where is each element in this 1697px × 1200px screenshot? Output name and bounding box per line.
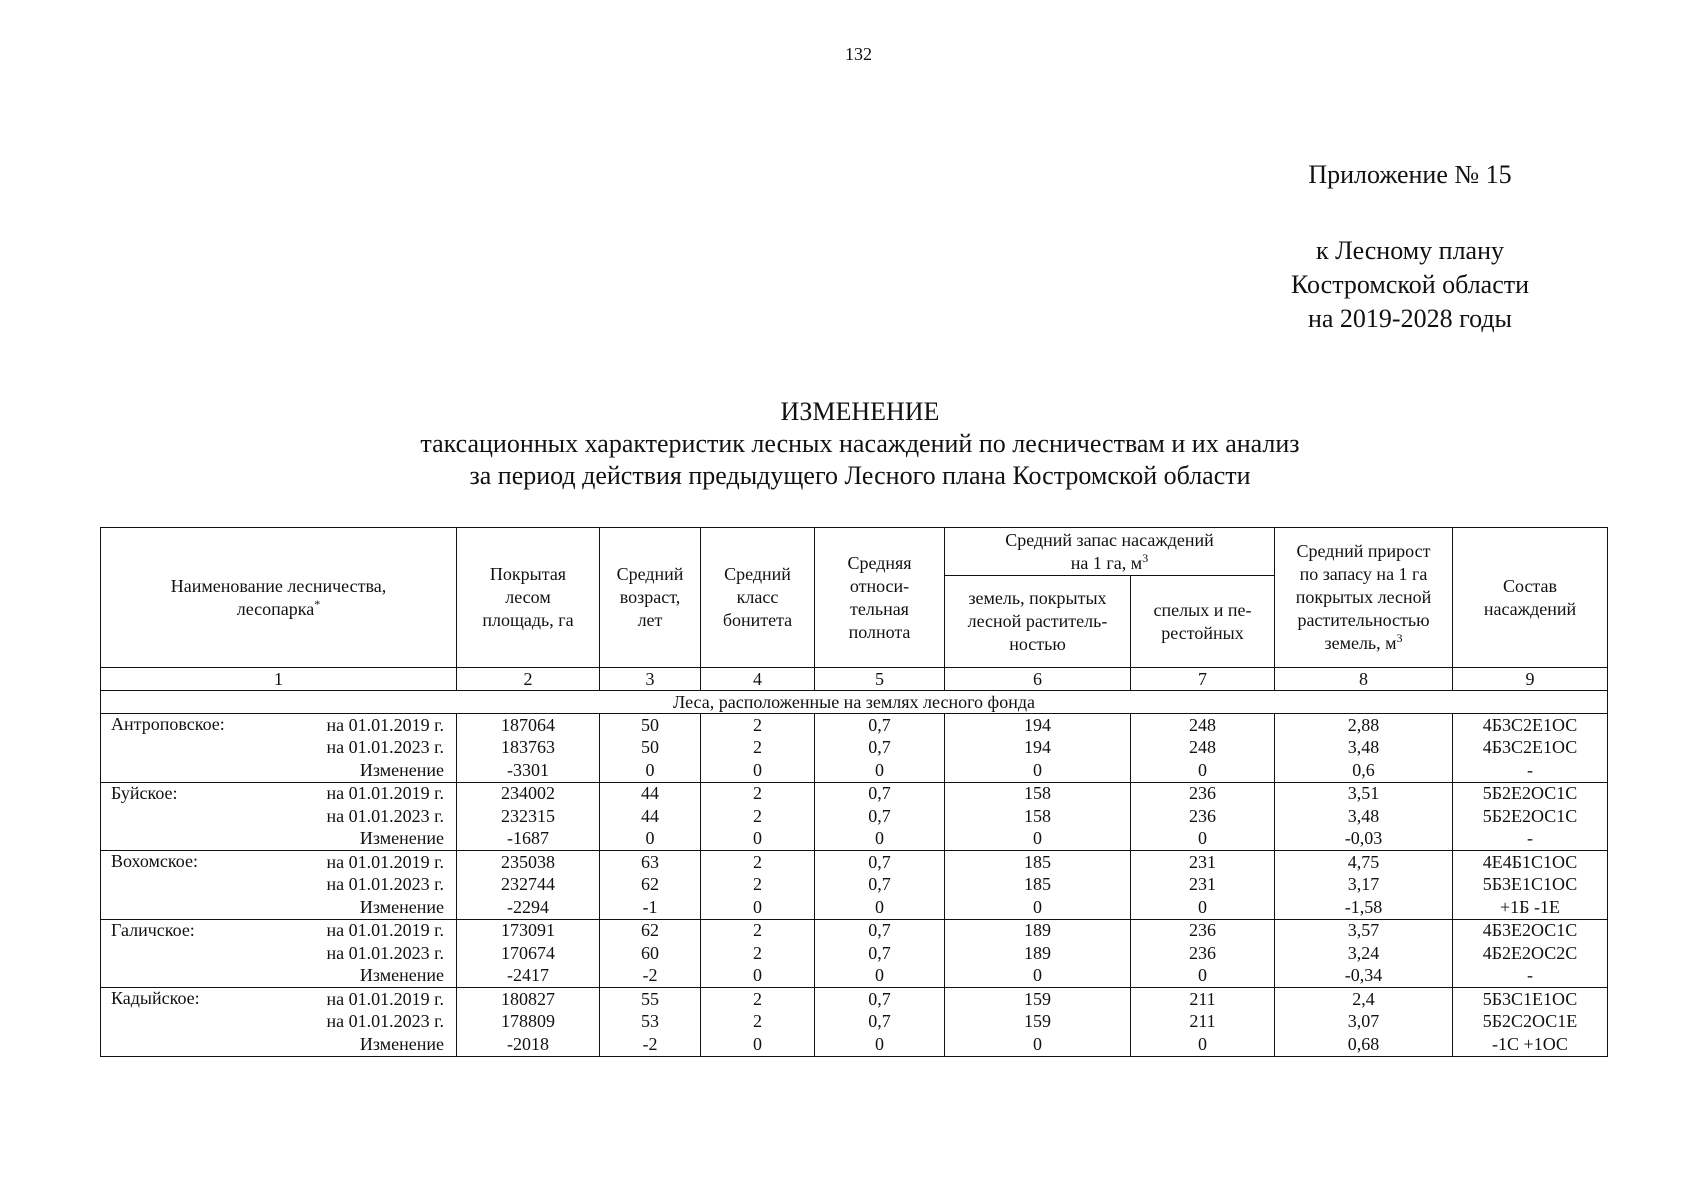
table-cell: 50 bbox=[600, 737, 701, 760]
table-cell: -0,34 bbox=[1275, 965, 1453, 988]
table-cell: 211 bbox=[1131, 1011, 1275, 1034]
table-cell: 0 bbox=[701, 896, 815, 919]
table-cell: 2 bbox=[701, 1011, 815, 1034]
forestry-name: Кадыйское: bbox=[111, 988, 200, 1008]
table-cell: 0 bbox=[701, 1033, 815, 1056]
forestry-name: Вохомское: bbox=[111, 851, 198, 871]
table-cell: 0,7 bbox=[815, 919, 945, 942]
header-relative-density bbox=[815, 528, 945, 668]
table-cell: 2 bbox=[701, 782, 815, 805]
forestry-name-cell bbox=[101, 896, 457, 919]
table-cell: -1 bbox=[600, 896, 701, 919]
forestry-group bbox=[101, 988, 1608, 1057]
table-cell: -3301 bbox=[457, 759, 600, 782]
column-number: 4 bbox=[701, 668, 815, 691]
table-cell: 50 bbox=[600, 714, 701, 737]
table-row bbox=[101, 805, 1608, 828]
header-text: растительностью bbox=[1297, 610, 1430, 630]
table-cell: 0 bbox=[945, 828, 1131, 851]
forestry-name-cell bbox=[101, 1033, 457, 1056]
table-cell: 62 bbox=[600, 919, 701, 942]
table-row bbox=[101, 988, 1608, 1011]
forestry-name-cell bbox=[101, 919, 457, 942]
section-row bbox=[101, 691, 1608, 714]
forestry-name-cell bbox=[101, 737, 457, 760]
table-cell: 0 bbox=[1131, 759, 1275, 782]
forestry-name-cell bbox=[101, 1011, 457, 1034]
table-cell: 55 bbox=[600, 988, 701, 1011]
column-number: 8 bbox=[1275, 668, 1453, 691]
forestry-name-cell bbox=[101, 759, 457, 782]
table-row bbox=[101, 942, 1608, 965]
table-cell: 158 bbox=[945, 782, 1131, 805]
table-cell: - bbox=[1453, 759, 1608, 782]
header-text: Средняя bbox=[847, 552, 912, 573]
table-cell: 2 bbox=[701, 714, 815, 737]
table-cell: -1,58 bbox=[1275, 896, 1453, 919]
table-cell: 3,07 bbox=[1275, 1011, 1453, 1034]
table-cell: -2 bbox=[600, 965, 701, 988]
table-row bbox=[101, 896, 1608, 919]
table-cell: 236 bbox=[1131, 782, 1275, 805]
table-cell: 0 bbox=[815, 828, 945, 851]
table-cell: 0 bbox=[815, 965, 945, 988]
header-text: возраст, bbox=[619, 587, 681, 607]
table-cell: 236 bbox=[1131, 942, 1275, 965]
table-cell: 3,48 bbox=[1275, 805, 1453, 828]
header-text: Состав bbox=[1502, 575, 1558, 596]
table-cell: 0 bbox=[600, 828, 701, 851]
table-row bbox=[101, 782, 1608, 805]
table-row bbox=[101, 965, 1608, 988]
table-cell: 0,7 bbox=[815, 851, 945, 874]
row-label: на 01.01.2019 г. bbox=[326, 920, 444, 941]
table-cell: 0 bbox=[815, 759, 945, 782]
table-cell: 187064 bbox=[457, 714, 600, 737]
column-number: 6 bbox=[945, 668, 1131, 691]
column-number: 1 bbox=[101, 668, 457, 691]
table-cell: 0,7 bbox=[815, 1011, 945, 1034]
table-cell: 4Б3Е2ОС1С bbox=[1453, 919, 1608, 942]
page-number: 132 bbox=[845, 44, 872, 64]
header-text: рестойных bbox=[1161, 622, 1244, 643]
table-cell: +1Б -1Е bbox=[1453, 896, 1608, 919]
row-label: на 01.01.2023 г. bbox=[326, 805, 444, 826]
header-text: Средний прирост bbox=[1296, 541, 1431, 561]
table-cell: 234002 bbox=[457, 782, 600, 805]
table-cell: 159 bbox=[945, 988, 1131, 1011]
table-cell: - bbox=[1453, 965, 1608, 988]
table-cell: 3,48 bbox=[1275, 737, 1453, 760]
header-text: класс bbox=[736, 587, 779, 607]
forestry-name-cell bbox=[101, 988, 457, 1011]
table-row bbox=[101, 759, 1608, 782]
table-cell: 0 bbox=[815, 896, 945, 919]
table-cell: 0 bbox=[945, 1033, 1131, 1056]
table-cell: 0 bbox=[945, 759, 1131, 782]
table-cell: 173091 bbox=[457, 919, 600, 942]
table-cell: 3,51 bbox=[1275, 782, 1453, 805]
column-number: 3 bbox=[600, 668, 701, 691]
forestry-name-cell bbox=[101, 828, 457, 851]
table-cell: 0 bbox=[701, 828, 815, 851]
table-cell: 0 bbox=[1131, 828, 1275, 851]
table-cell: 4Б2Е2ОС2С bbox=[1453, 942, 1608, 965]
header-text: насаждений bbox=[1483, 598, 1577, 619]
column-number: 5 bbox=[815, 668, 945, 691]
header-text: по запасу на 1 га bbox=[1299, 564, 1428, 584]
header-text: Средний bbox=[724, 564, 791, 584]
footnote-mark: * bbox=[314, 596, 321, 611]
table-cell: 60 bbox=[600, 942, 701, 965]
table-cell: -0,03 bbox=[1275, 828, 1453, 851]
header-text: лет bbox=[637, 610, 663, 630]
title-line: за период действия предыдущего Лесного плана Костромской области bbox=[469, 461, 1251, 490]
table-cell: 178809 bbox=[457, 1011, 600, 1034]
table-cell: 0,7 bbox=[815, 988, 945, 1011]
row-label: на 01.01.2023 г. bbox=[326, 942, 444, 963]
row-label: на 01.01.2023 г. bbox=[326, 1011, 444, 1032]
appendix-line: к Лесному плану bbox=[1315, 236, 1505, 265]
appendix-reference bbox=[1290, 234, 1530, 336]
table-cell: 158 bbox=[945, 805, 1131, 828]
table-cell: 185 bbox=[945, 851, 1131, 874]
table-cell: 2 bbox=[701, 988, 815, 1011]
row-label: Изменение bbox=[359, 896, 444, 917]
title-line: таксационных характеристик лесных насаждений по лесничествам и их анализ bbox=[420, 429, 1300, 458]
table-cell: 236 bbox=[1131, 919, 1275, 942]
table-cell: 0,7 bbox=[815, 874, 945, 897]
row-label: Изменение bbox=[359, 759, 444, 780]
table-cell: - bbox=[1453, 828, 1608, 851]
header-stock-group bbox=[945, 528, 1275, 576]
table-cell: 5Б2Е2ОС1С bbox=[1453, 805, 1608, 828]
table-cell: 0 bbox=[1131, 965, 1275, 988]
table-cell: 180827 bbox=[457, 988, 600, 1011]
header-composition bbox=[1453, 528, 1608, 668]
forestry-group bbox=[101, 919, 1608, 988]
table-cell: 159 bbox=[945, 1011, 1131, 1034]
header-average-age bbox=[600, 528, 701, 668]
header-text: лесной раститель- bbox=[967, 611, 1108, 631]
header-text: Средний запас насаждений bbox=[1005, 529, 1214, 550]
forestry-group bbox=[101, 714, 1608, 783]
table-row bbox=[101, 1033, 1608, 1056]
table-cell: 0 bbox=[815, 1033, 945, 1056]
table-cell: 0 bbox=[701, 759, 815, 782]
table-cell: 2 bbox=[701, 874, 815, 897]
header-text: бонитета bbox=[722, 610, 793, 630]
forestry-name-cell bbox=[101, 874, 457, 897]
header-text: тельная bbox=[850, 598, 909, 619]
table-cell: 5Б2С2ОС1Е bbox=[1453, 1011, 1608, 1034]
row-label: на 01.01.2019 г. bbox=[326, 783, 444, 804]
row-label: на 01.01.2023 г. bbox=[326, 874, 444, 895]
table-cell: 4Б3С2Е1ОС bbox=[1453, 737, 1608, 760]
table-cell: 0,7 bbox=[815, 942, 945, 965]
table-cell: 0,6 bbox=[1275, 759, 1453, 782]
header-text: лесом bbox=[505, 587, 551, 607]
header-text: на 1 га, м bbox=[1070, 552, 1143, 573]
table-cell: 2 bbox=[701, 737, 815, 760]
unit-superscript: 3 bbox=[1396, 631, 1403, 645]
forestry-name-cell bbox=[101, 942, 457, 965]
row-label: Изменение bbox=[359, 828, 444, 849]
row-label: на 01.01.2019 г. bbox=[326, 851, 444, 872]
table-cell: 0 bbox=[600, 759, 701, 782]
forestry-name: Галичское: bbox=[111, 919, 195, 940]
table-cell: 44 bbox=[600, 805, 701, 828]
table-cell: 0 bbox=[945, 896, 1131, 919]
table-cell: 5Б3Е1С1ОС bbox=[1453, 874, 1608, 897]
table-cell: 0,7 bbox=[815, 782, 945, 805]
table-row bbox=[101, 919, 1608, 942]
table-cell: -2417 bbox=[457, 965, 600, 988]
column-number: 7 bbox=[1131, 668, 1275, 691]
table-row bbox=[101, 874, 1608, 897]
table-cell: 2 bbox=[701, 851, 815, 874]
table-cell: 189 bbox=[945, 942, 1131, 965]
table-cell: 0 bbox=[1131, 1033, 1275, 1056]
table-cell: 170674 bbox=[457, 942, 600, 965]
table-cell: 2,4 bbox=[1275, 988, 1453, 1011]
table-cell: 4,75 bbox=[1275, 851, 1453, 874]
table-cell: -1687 bbox=[457, 828, 600, 851]
unit-superscript: 3 bbox=[1142, 550, 1149, 565]
header-text: Средний bbox=[616, 564, 684, 584]
forestry-changes-table bbox=[100, 527, 1608, 1057]
table-cell: 231 bbox=[1131, 874, 1275, 897]
table-cell: 4Б3С2Е1ОС bbox=[1453, 714, 1608, 737]
forestry-name: Буйское: bbox=[111, 782, 178, 803]
column-number-row bbox=[101, 668, 1608, 691]
section-title: Леса, расположенные на землях лесного фонда bbox=[101, 691, 1608, 714]
table-cell: 0,68 bbox=[1275, 1033, 1453, 1056]
header-text: площадь, га bbox=[482, 610, 574, 630]
title-main: ИЗМЕНЕНИЕ bbox=[780, 397, 940, 426]
forestry-name-cell bbox=[101, 851, 457, 874]
table-cell: 5Б2Е2ОС1С bbox=[1453, 782, 1608, 805]
table-cell: 5Б3С1Е1ОС bbox=[1453, 988, 1608, 1011]
table-cell: 2 bbox=[701, 805, 815, 828]
table-row bbox=[101, 828, 1608, 851]
appendix-line: Костромской области bbox=[1290, 270, 1530, 299]
forestry-name-cell bbox=[101, 805, 457, 828]
table-cell: -2 bbox=[600, 1033, 701, 1056]
header-text: спелых и пе- bbox=[1153, 599, 1252, 620]
table-cell: 194 bbox=[945, 737, 1131, 760]
table-cell: 0 bbox=[1131, 896, 1275, 919]
header-text: относи- bbox=[849, 575, 910, 596]
header-text: ностью bbox=[1009, 634, 1066, 654]
header-covered-area bbox=[457, 528, 600, 668]
forestry-name-cell bbox=[101, 782, 457, 805]
appendix-line: на 2019-2028 годы bbox=[1307, 304, 1513, 333]
table-cell: 4Е4Б1С1ОС bbox=[1453, 851, 1608, 874]
row-label: Изменение bbox=[359, 965, 444, 986]
table-cell: 235038 bbox=[457, 851, 600, 874]
table-cell: 231 bbox=[1131, 851, 1275, 874]
forestry-group bbox=[101, 851, 1608, 920]
table-cell: 248 bbox=[1131, 714, 1275, 737]
table-cell: 0,7 bbox=[815, 805, 945, 828]
table-cell: 2 bbox=[701, 919, 815, 942]
column-number: 2 bbox=[457, 668, 600, 691]
header-text: земель, покрытых bbox=[968, 588, 1107, 608]
header-stock-mature bbox=[1131, 576, 1275, 668]
table-cell: -2294 bbox=[457, 896, 600, 919]
appendix-number: Приложение № 15 bbox=[1308, 160, 1512, 189]
forestry-name-cell bbox=[101, 965, 457, 988]
table-row bbox=[101, 737, 1608, 760]
table-cell: 189 bbox=[945, 919, 1131, 942]
row-label: на 01.01.2019 г. bbox=[326, 714, 444, 735]
document-title bbox=[300, 396, 1420, 492]
table-cell: 0 bbox=[945, 965, 1131, 988]
forestry-name-cell bbox=[101, 714, 457, 737]
header-text: полнота bbox=[848, 621, 911, 642]
table-row bbox=[101, 714, 1608, 737]
row-label: Изменение bbox=[359, 1033, 444, 1054]
header-text: Наименование лесничества, bbox=[170, 575, 387, 596]
table-cell: 232315 bbox=[457, 805, 600, 828]
table-cell: 3,57 bbox=[1275, 919, 1453, 942]
table-cell: 211 bbox=[1131, 988, 1275, 1011]
table-cell: 0 bbox=[701, 965, 815, 988]
table-cell: 44 bbox=[600, 782, 701, 805]
header-text: Покрытая bbox=[489, 564, 567, 584]
header-stock-covered bbox=[945, 576, 1131, 668]
row-label: на 01.01.2023 г. bbox=[326, 737, 444, 758]
table-cell: 232744 bbox=[457, 874, 600, 897]
table-cell: 248 bbox=[1131, 737, 1275, 760]
table-cell: 236 bbox=[1131, 805, 1275, 828]
table-cell: 0,7 bbox=[815, 714, 945, 737]
table-cell: 53 bbox=[600, 1011, 701, 1034]
table-row bbox=[101, 851, 1608, 874]
table-cell: 3,17 bbox=[1275, 874, 1453, 897]
column-number: 9 bbox=[1453, 668, 1608, 691]
table-cell: 0,7 bbox=[815, 737, 945, 760]
header-text: лесопарка bbox=[236, 598, 315, 619]
table-cell: 2 bbox=[701, 942, 815, 965]
table-cell: 185 bbox=[945, 874, 1131, 897]
header-bonitet-class bbox=[701, 528, 815, 668]
header-text: покрытых лесной bbox=[1295, 587, 1432, 607]
table-cell: 2,88 bbox=[1275, 714, 1453, 737]
table-row bbox=[101, 1011, 1608, 1034]
header-forestry-name bbox=[101, 528, 457, 668]
table-cell: 62 bbox=[600, 874, 701, 897]
table-cell: 63 bbox=[600, 851, 701, 874]
table-cell: 194 bbox=[945, 714, 1131, 737]
header-average-growth bbox=[1275, 528, 1453, 668]
table-cell: 3,24 bbox=[1275, 942, 1453, 965]
table-cell: 183763 bbox=[457, 737, 600, 760]
row-label: на 01.01.2019 г. bbox=[326, 988, 444, 1009]
table-cell: -1С +1ОС bbox=[1453, 1033, 1608, 1056]
header-text: земель, м bbox=[1324, 633, 1397, 653]
forestry-group bbox=[101, 782, 1608, 851]
forestry-name: Антроповское: bbox=[111, 714, 225, 734]
table-cell: -2018 bbox=[457, 1033, 600, 1056]
